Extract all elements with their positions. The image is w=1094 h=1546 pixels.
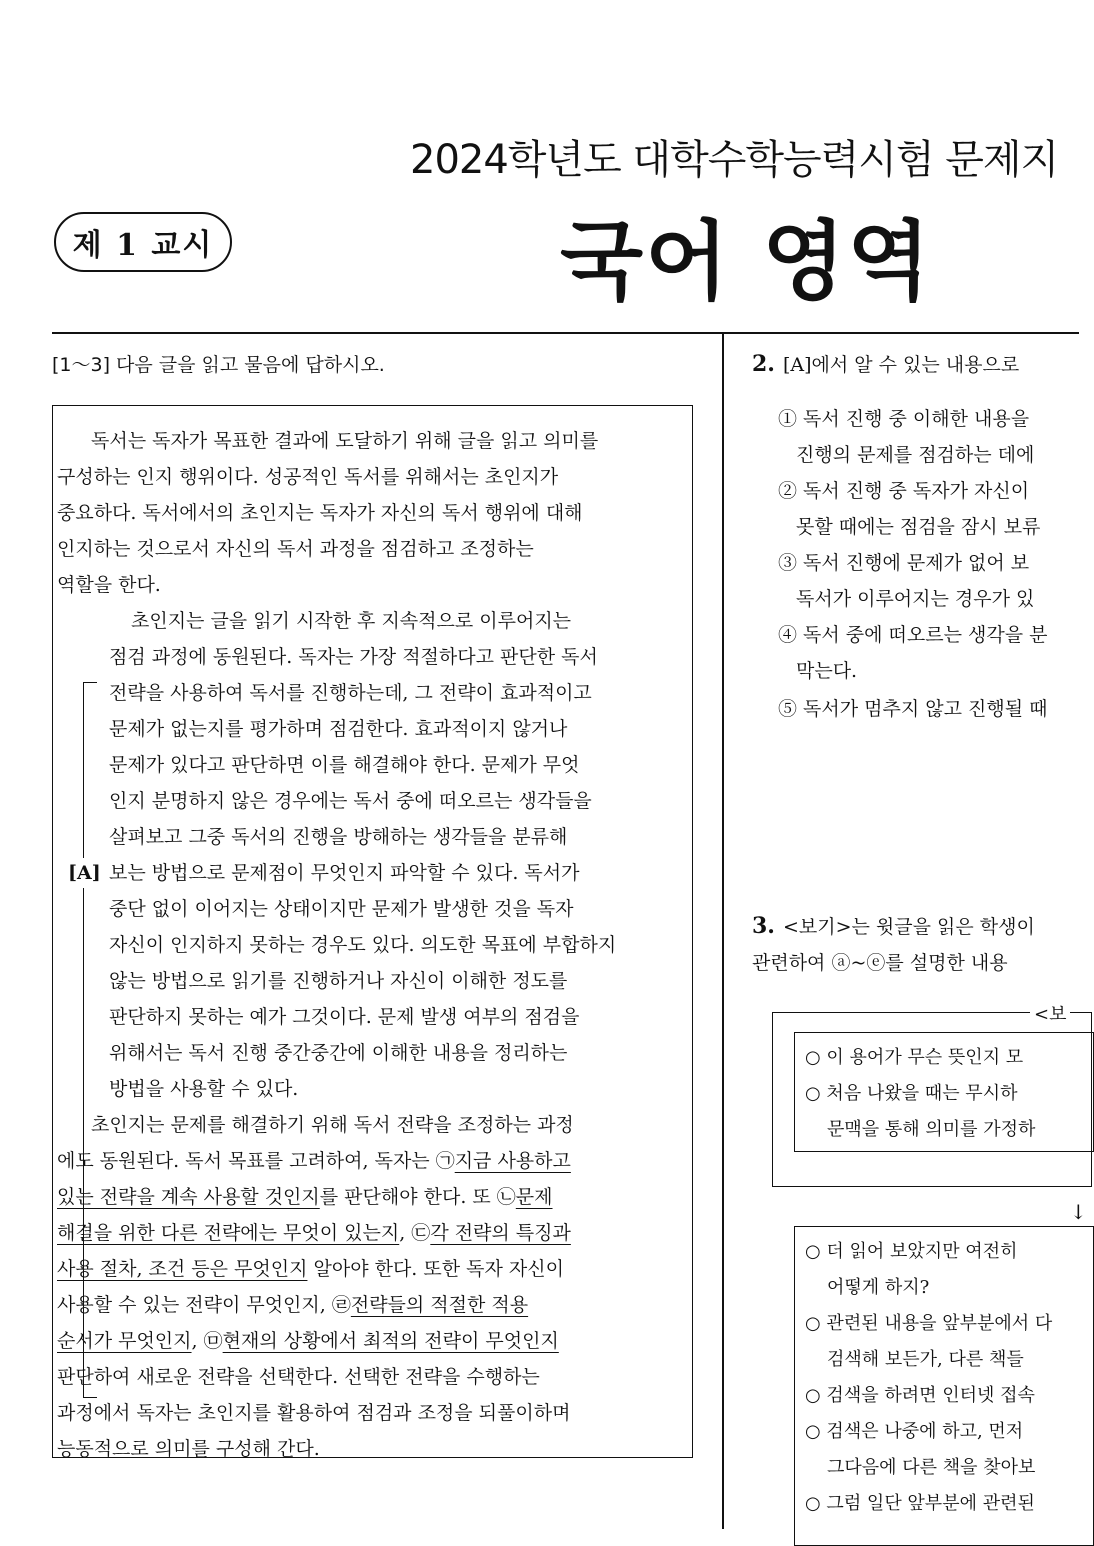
period-badge: 제 1 교시 — [54, 212, 232, 272]
bogi-line: 어떻게 하지? — [827, 1277, 930, 1298]
underlined-e: 현재의 상황에서 최적의 전략이 무엇인지 — [222, 1330, 559, 1352]
text-run: 에도 동원된다. 독서 목표를 고려하여, 독자는 ㉠ — [57, 1150, 455, 1172]
passage-line: 초인지는 문제를 해결하기 위해 독서 전략을 조정하는 과정 — [91, 1114, 574, 1136]
passage-line: 문제가 없는지를 평가하며 점검한다. 효과적이지 않거나 — [109, 718, 568, 740]
passage-line: 위해서는 독서 진행 중간중간에 이해한 내용을 정리하는 — [109, 1042, 568, 1064]
section-instruction: [1～3] 다음 글을 읽고 물음에 답하시오. — [52, 354, 385, 376]
question-3-text-cont: 관련하여 ⓐ~ⓔ를 설명한 내용 — [752, 952, 1008, 974]
passage-line — [57, 1260, 564, 1279]
passage-line: 인지 분명하지 않은 경우에는 독서 중에 떠오르는 생각들을 — [109, 790, 592, 812]
passage-line: 능동적으로 의미를 구성해 간다. — [57, 1438, 320, 1460]
bogi-line: 그다음에 다른 책을 찾아보 — [827, 1457, 1036, 1478]
text-run: , ㉢ — [399, 1222, 431, 1244]
question-text: <보기>는 윗글을 읽은 학생이 — [782, 916, 1035, 938]
passage-line: 방법을 사용할 수 있다. — [109, 1078, 299, 1100]
underlined-a: 지금 사용하고 — [454, 1150, 571, 1172]
bracket-a — [83, 682, 97, 1398]
underlined-c: 각 전략의 특징과 — [430, 1222, 571, 1244]
bogi-line: 문맥을 통해 의미를 가정하 — [827, 1119, 1036, 1140]
question-text: [A]에서 알 수 있는 내용으로 — [782, 354, 1020, 376]
column-divider — [722, 334, 724, 1529]
passage-line: 자신이 인지하지 못하는 경우도 있다. 의도한 목표에 부합하지 — [109, 934, 617, 956]
question-2 — [752, 350, 1019, 377]
underlined-c: 사용 절차, 조건 등은 무엇인지 — [57, 1258, 308, 1280]
passage-line: 보는 방법으로 문제점이 무엇인지 파악할 수 있다. 독서가 — [109, 862, 580, 884]
choice-2[interactable]: ② 독서 진행 중 독자가 자신이 — [778, 480, 1030, 502]
header-rule — [52, 332, 1079, 334]
bogi-line: ○ 이 용어가 무슨 뜻인지 모 — [805, 1047, 1024, 1068]
passage-line: 판단하여 새로운 전략을 선택한다. 선택한 전략을 수행하는 — [57, 1366, 540, 1388]
question-number: 2. — [752, 351, 775, 377]
bogi-line: ○ 처음 나왔을 때는 무시하 — [805, 1083, 1018, 1104]
passage-line: 초인지는 글을 읽기 시작한 후 지속적으로 이루어지는 — [131, 610, 572, 632]
passage-line: 문제가 있다고 판단하면 이를 해결해야 한다. 문제가 무엇 — [109, 754, 580, 776]
bogi-inner-box-1 — [794, 1032, 1094, 1152]
exam-title: 2024학년도 대학수학능력시험 문제지 — [410, 137, 1059, 183]
passage-box — [52, 405, 693, 1458]
bogi-line: ○ 더 읽어 보았지만 여전히 — [805, 1241, 1018, 1262]
passage-line: 전략을 사용하여 독서를 진행하는데, 그 전략이 효과적이고 — [109, 682, 592, 704]
choice-5[interactable]: ⑤ 독서가 멈추지 않고 진행될 때 — [778, 698, 1048, 720]
passage-line: 구성하는 인지 행위이다. 성공적인 독서를 위해서는 초인지가 — [57, 466, 559, 488]
passage-line: 역할을 한다. — [57, 574, 161, 596]
text-run: 사용할 수 있는 전략이 무엇인지, ㉣ — [57, 1294, 351, 1316]
passage-line: 않는 방법으로 읽기를 진행하거나 자신이 이해한 정도를 — [109, 970, 568, 992]
choice-4-cont: 막는다. — [796, 660, 858, 682]
choice-3[interactable]: ③ 독서 진행에 문제가 없어 보 — [778, 552, 1030, 574]
choice-2-cont: 못할 때에는 점검을 잠시 보류 — [796, 516, 1041, 538]
bogi-line: ○ 그럼 일단 앞부분에 관련된 — [805, 1493, 1035, 1514]
underlined-a: 있는 전략을 계속 사용할 것인지 — [57, 1186, 320, 1208]
subject-title: 국어 영역 — [560, 212, 933, 312]
bogi-line: 검색해 보든가, 다른 책들 — [827, 1349, 1024, 1370]
question-3 — [752, 912, 1035, 939]
text-run: 알아야 한다. 또한 독자 자신이 — [307, 1258, 564, 1280]
question-number: 3. — [752, 913, 775, 939]
underlined-d: 순서가 무엇인지 — [57, 1330, 192, 1352]
bracket-a-label: [A] — [68, 858, 101, 888]
bogi-line: ○ 검색은 나중에 하고, 먼저 — [805, 1421, 1024, 1442]
bogi-line: ○ 관련된 내용을 앞부분에서 다 — [805, 1313, 1053, 1334]
passage-line: 인지하는 것으로서 자신의 독서 과정을 점검하고 조정하는 — [57, 538, 534, 560]
passage-line — [57, 1152, 571, 1171]
choice-1[interactable]: ① 독서 진행 중 이해한 내용을 — [778, 408, 1030, 430]
text-run: 를 판단해야 한다. 또 ㉡ — [319, 1186, 516, 1208]
bogi-line: ○ 검색을 하려면 인터넷 접속 — [805, 1385, 1035, 1406]
passage-line: 독서는 독자가 목표한 결과에 도달하기 위해 글을 읽고 의미를 — [91, 430, 599, 452]
choice-1-cont: 진행의 문제를 점검하는 데에 — [796, 444, 1035, 466]
passage-line — [57, 1188, 553, 1207]
passage-line: 살펴보고 그중 독서의 진행을 방해하는 생각들을 분류해 — [109, 826, 568, 848]
choice-4[interactable]: ④ 독서 중에 떠오르는 생각을 분 — [778, 624, 1048, 646]
bogi-label: <보 — [1030, 1000, 1070, 1026]
passage-line: 과정에서 독자는 초인지를 활용하여 점검과 조정을 되풀이하며 — [57, 1402, 571, 1424]
passage-line: 중요하다. 독서에서의 초인지는 독자가 자신의 독서 행위에 대해 — [57, 502, 583, 524]
passage-line — [57, 1332, 559, 1351]
passage-line: 판단하지 못하는 예가 그것이다. 문제 발생 여부의 점검을 — [109, 1006, 580, 1028]
passage-line — [57, 1224, 571, 1243]
down-arrow-icon: ↓ — [1070, 1200, 1087, 1224]
passage-line: 중단 없이 이어지는 상태이지만 문제가 발생한 것을 독자 — [109, 898, 574, 920]
bogi-inner-box-2 — [794, 1226, 1094, 1546]
choice-3-cont: 독서가 이루어지는 경우가 있 — [796, 588, 1035, 610]
passage-line: 점검 과정에 동원된다. 독자는 가장 적절하다고 판단한 독서 — [109, 646, 598, 668]
underlined-b: 문제 — [515, 1186, 553, 1208]
passage-line — [57, 1296, 528, 1315]
underlined-d: 전략들의 적절한 적용 — [350, 1294, 529, 1316]
underlined-b: 해결을 위한 다른 전략에는 무엇이 있는지 — [57, 1222, 400, 1244]
text-run: , ㉤ — [191, 1330, 223, 1352]
